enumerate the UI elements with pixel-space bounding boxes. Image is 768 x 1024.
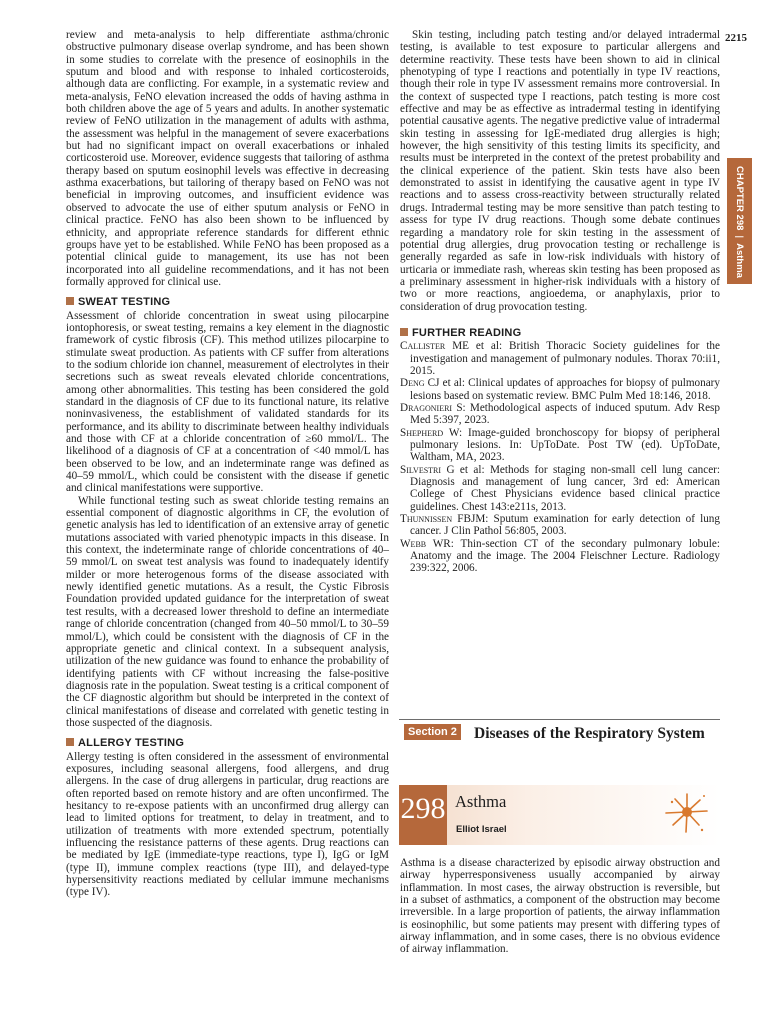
square-bullet-icon (66, 297, 74, 305)
sweat-testing-paragraph-1: Assessment of chloride concentration in sweat using pilocarpine iontophoresis, or sweat testing, remains a key element in the diagnostic framework of cystic fibrosis (CF). This method utilizes pilocarpine to stimulate sweat production. As patients with CF suffer from alterations to the sodium chloride ion channel, measurement of electrolytes in their secretions such as sweat reveals elevated chloride concentrations, among other abnormalities. This testing has been considered the gold standard in the diagnosis of CF due to its functional nature, its relative noninvasiveness, the establishment of validated standards for its performance, and its ability to discriminate between healthy individuals and those with CF at a chloride concentration of ≥60 mmol/L. The likelihood of a diagnosis of CF at a concentration of <40 mmol/L has been observed to be low, and an indeterminate range was defined as 40–59 mmol/L, which could be consistent with the disease if genetic and clinical manifestations were supportive. (66, 309, 389, 495)
chapter-author: Elliot Israel (456, 824, 507, 835)
reference-item: Thunnissen FBJM: Sputum examination for early detection of lung cancer. J Clin Pathol 56:805, 2003. (400, 513, 720, 538)
side-tab-chapter: CHAPTER 298 (734, 166, 745, 231)
section-title: Diseases of the Respiratory System (474, 725, 705, 742)
chapter-intro-paragraph: Asthma is a disease characterized by episodic airway obstruction and airway hyperresponsiveness usually accompanied by airway inflammation. In most cases, the airway obstruction is reversible, but in a subset of asthmatics, a component of the obstruction may become irreversible. In a large proportion of patients, the airway inflammation is eosinophilic, but some patients may present with differing types of airway inflammation, and in some cases, there is no obvious evidence of airway inflammation. (400, 857, 720, 956)
sweat-testing-paragraph-2: While functional testing such as sweat chloride testing remains an essential component of diagnostic algorithms in CF, the evolution of genetic analysis has led to identification of an extensive array of genetic mutations associated with varied phenotypic impacts in this disease. In this context, the indeterminate range of chloride concentrations of 40–59 mmol/L on sweat test analysis was found to inadequately identify milder or more heterogenous forms of the disease associated with newly identified genetic mutations. As a result, the Cystic Fibrosis Foundation provided updated guidance for the interpretation of sweat test results, with a decreased lower threshold to define an intermediate range of chloride concentration (changed from 40–50 mmol/L to 30–59 mmol/L), which could be consistent with the diagnosis of CF in the appropriate genetic and clinical context. In a subsequent analysis, utilization of the new guidance was found to enhance the probability of identifying patients with CF without increasing the false-positive diagnosis rate in the population. Sweat testing is a critical component of the CF diagnostic algorithm but should be interpreted in the context of clinical manifestations of disease and correlated with genetic testing in those suspected of the diagnosis. (66, 494, 389, 729)
side-tab-separator: | (734, 235, 745, 239)
chapter-number: 298 (399, 785, 447, 845)
section-badge: Section 2 (404, 724, 461, 740)
chapter-intro (400, 857, 720, 956)
reference-item: Callister ME et al: British Thoracic Society guidelines for the investigation and management of pulmonary nodules. Thorax 70:ii1, 2015. (400, 340, 720, 377)
sweat-testing-heading: SWEAT TESTING (66, 296, 389, 308)
further-reading-heading: FURTHER READING (400, 327, 720, 339)
section-divider (399, 719, 720, 720)
chapter-side-tab (727, 158, 752, 284)
allergy-testing-paragraph: Allergy testing is often considered in the assessment of environmental exposures, including seasonal allergens, food allergens, and drug allergens. In the case of drug allergens in particular, drug reactions are often reported based on remote history and are often unconfirmed. The hesitancy to re-expose patients with an unconfirmed drug allergy can lead to limited options for treatment, to delay in treatment, and to utilization of treatments with more extended spectrum, potentially influencing the resistance patterns of these agents. Drug reactions can be mediated by IgE (immediate-type reactions, type I), IgG or IgM (type II), immune complex reactions (type III), and delayed-type hypersensitivity reactions mediated by cellular immune mechanisms (type IV). (66, 750, 389, 899)
splatter-decoration-icon (660, 790, 712, 836)
left-column (66, 29, 389, 899)
square-bullet-icon (66, 738, 74, 746)
reference-item: Dragonieri S: Methodological aspects of induced sputum. Adv Resp Med 5:397, 2023. (400, 401, 720, 427)
chapter-title: Asthma (455, 792, 507, 811)
reference-item: Webb WR: Thin-section CT of the secondary pulmonary lobule: Anatomy and the image. The 2004 Fleischner Lecture. Radiology 239:322, 2006. (400, 537, 720, 575)
square-bullet-icon (400, 328, 408, 336)
reference-list (400, 340, 720, 575)
reference-item: Shepherd W: Image-guided bronchoscopy for biopsy of peripheral pulmonary lesions. In: UpToDate. Post TW (ed). UpToDate, Waltham, MA, 2023. (400, 426, 720, 464)
page-number: 2215 (725, 32, 747, 44)
side-tab-topic: Asthma (734, 243, 745, 278)
skin-testing-paragraph: Skin testing, including patch testing and/or delayed intradermal testing, is available to test exposure to particular allergens and determine reactivity. These tests have been shown to aid in clinical phenotyping of type I reactions and potentially in type IV reactions, though their role in type IV assessment remains more controversial. In the context of suspected type I reactions, patch testing is more cost effective and may be as effective as intradermal testing in identifying potential causative agents. The negative predictive value of intradermal skin testing in assessing for IgE-mediated drug allergies is high; however, the high sensitivity of this testing limits its specificity, and results must be interpreted in the context of the pretest probability and the clinical experience of the patient. Skin tests have also been demonstrated to assist in identifying the causative agent in type IV reactions and to assess cross-reactivity between structurally related drugs. Intradermal testing may be more sensitive than patch testing to assess for type IV drug reactions. Though some debate continues regarding a mandatory role for skin testing in the assessment of potential drug allergies, drug provocation testing or rechallenge is generally regarded as safe in low-risk individuals with history of urticaria or immediate rash, whereas skin testing has been proposed as a preliminary assessment in higher-risk individuals with a history of two or more reactions, angioedema, or anaphylaxis, prior to consideration of drug provocation testing. (400, 29, 720, 313)
feno-paragraph: review and meta-analysis to help differentiate asthma/chronic obstructive pulmonary disease overlap syndrome, and has been shown in some studies to correlate with the presence of eosinophils in the sputum and blood and with response to inhaled corticosteroids, although data are conflicting. For example, in a systematic review and meta-analysis, FeNO elevation increased the odds of having asthma in both children above the age of 5 years and adults. In another systematic review of FeNO utilization in the management of adults with asthma, the assessment was helpful in the management of severe exacerbations but had no significant impact on overall exacerbations or inhaled corticosteroid use. Moreover, evidence suggests that tailoring of asthma therapy based on sputum eosinophil levels was effective in decreasing asthma exacerbations, but tailoring of therapy based on FeNO was not beneficial in improving outcomes, and insufficient evidence was observed to advocate the use of either sputum analysis or FeNO in clinical practice. FeNO has also been shown to be influenced by ethnicity, and appropriate reference standards for different ethnic groups have yet to be established. While FeNO has been proposed as a potential clinical guide to management, its use has not been incorporated into all guideline recommendations, and it has not been formally approved for clinical use. (66, 29, 389, 288)
right-column (400, 29, 720, 575)
reference-item: Silvestri G et al: Methods for staging non-small cell lung cancer: Diagnosis and management of lung cancer, 3rd ed: American College of Chest Physicians evidence based clinical practice guidelines. Chest 143:e211s, 2013. (400, 463, 720, 513)
reference-item: Deng CJ et al: Clinical updates of approaches for biopsy of pulmonary lesions based on systematic review. BMC Pulm Med 18:146, 2018. (400, 377, 720, 402)
allergy-testing-heading: ALLERGY TESTING (66, 737, 389, 749)
